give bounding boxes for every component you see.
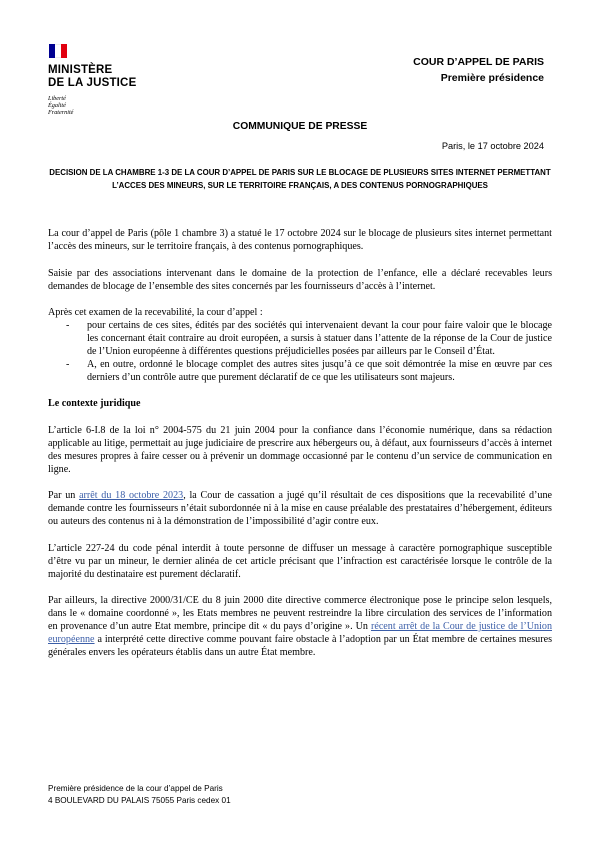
footer-line-1: Première présidence de la cour d’appel de Paris xyxy=(48,784,223,793)
bullet-dash: - xyxy=(66,320,70,331)
page-footer xyxy=(48,783,231,807)
paragraph-5-start: Par un xyxy=(48,490,80,501)
section-heading: Le contexte juridique xyxy=(48,398,141,409)
headline: DECISION DE LA CHAMBRE 1-3 DE LA COUR D’APPEL DE PARIS SUR LE BLOCAGE DE PLUSIEURS SITES INTERNET PERMETTANT L’ACCES DES MINEURS, SUR LE TERRITOIRE FRANÇAIS, A DES CONTENUS PORNOGRAPHIQUES xyxy=(49,168,551,190)
paragraph-5-end: , la Cour de cassation a jugé qu’il résultait de ces dispositions que la recevabilité d’une demande contre les fournisseurs n’était subordonnée ni à la mise en cause préalable des prestataires d’hébergement, éditeurs ou auteurs des contenus ni à la démonstration de l’impossibilité d’agir contre eux. xyxy=(48,490,552,527)
paragraph-5 xyxy=(48,489,552,528)
logo-line-2: DE LA JUSTICE xyxy=(48,77,137,89)
marianne-flag-icon xyxy=(49,44,67,58)
press-release-title: COMMUNIQUE DE PRESSE xyxy=(232,121,368,132)
document-body xyxy=(48,227,552,673)
paragraph-3: Après cet examen de la recevabilité, la cour d’appel : xyxy=(48,307,263,318)
bullet-dash: - xyxy=(66,359,70,370)
republic-motto xyxy=(48,95,158,117)
motto-fraternite: Fraternité xyxy=(48,109,74,117)
motto-liberte: Liberté xyxy=(48,95,66,102)
list-item-text: pour certains de ces sites, édités par des sociétés qui intervenaient devant la cour pour faire valoir que le blocage les concernant était contraire au droit européen, a sursis à statuer dans l’attente de la réponse de la Cour de justice de l’Union européenne à différentes questions préjudicielles posées par ailleurs par le Conseil d’État. xyxy=(87,320,552,357)
list-item-text: A, en outre, ordonné le blocage complet des autres sites jusqu’à ce que soit démontrée la mise en œuvre par ces derniers d’un contrôle autre que purement déclaratif de ce que les utilisateurs sont majeurs. xyxy=(87,359,552,383)
release-date: Paris, le 17 octobre 2024 xyxy=(441,141,544,151)
paragraph-4: L’article 6-I.8 de la loi n° 2004-575 du 21 juin 2004 pour la confiance dans l’économie numérique, dans sa rédaction applicable au litige, permettait au juge judiciaire de prescrire aux hébergeurs ou, à défaut, aux fournisseurs d’accès à internet des mesures propres à faire cesser ou à prévenir un dommage occasionné par le contenu d’un service de communication en ligne. xyxy=(48,424,552,475)
court-name: COUR D’APPEL DE PARIS xyxy=(413,56,544,68)
motto-egalite: Égalité xyxy=(48,102,66,110)
cassation-ruling-link[interactable]: arrêt du 18 octobre 2023 xyxy=(79,490,184,501)
paragraph-7-start: Par ailleurs, la directive 2000/31/CE du 8 juin 2000 dite directive commerce électronique pose le principe selon lesquels, dans le « domaine coordonné », les Etats membres ne peuvent restreindre la libre circulation des services de l’information en provenance d’un autre Etat membre, principe dit « du pays d’origine ». Un xyxy=(48,595,552,632)
list-item xyxy=(48,358,552,384)
court-header xyxy=(413,54,544,86)
list-item xyxy=(48,319,552,358)
ministry-logo xyxy=(48,44,158,117)
paragraph-7-end: a interprété cette directive comme pouvant faire obstacle à l’adoption par un État membre de certaines mesures générales envers les opérateurs établis dans un autre État membre. xyxy=(48,634,552,658)
presidency-name: Première présidence xyxy=(440,72,544,84)
cjue-ruling-link[interactable]: récent arrêt de la Cour de justice de l’Union européenne xyxy=(48,621,552,645)
footer-line-2: 4 BOULEVARD DU PALAIS 75055 Paris cedex 01 xyxy=(48,796,231,805)
logo-line-1: MINISTÈRE xyxy=(48,64,113,76)
paragraph-7 xyxy=(48,594,552,659)
paragraph-2: Saisie par des associations intervenant dans le domaine de la protection de l’enfance, elle a déclaré recevables leurs demandes de blocage de l’ensemble des sites concernés par les fournisseurs d’accès à l’internet. xyxy=(48,267,552,292)
paragraph-6: L’article 227-24 du code pénal interdit à toute personne de diffuser un message à caractère pornographique susceptible d’être vu par un mineur, le dernier alinéa de cet article précisant que l’infraction est caractérisée lorsque le contrôle de la majorité du destinataire est purement déclaratif. xyxy=(48,542,552,580)
paragraph-1: La cour d’appel de Paris (pôle 1 chambre 3) a statué le 17 octobre 2024 sur le blocage de plusieurs sites internet permettant l’accès des mineurs, sur le territoire français, à des contenus pornographiques. xyxy=(48,228,552,252)
decision-list xyxy=(48,319,552,384)
